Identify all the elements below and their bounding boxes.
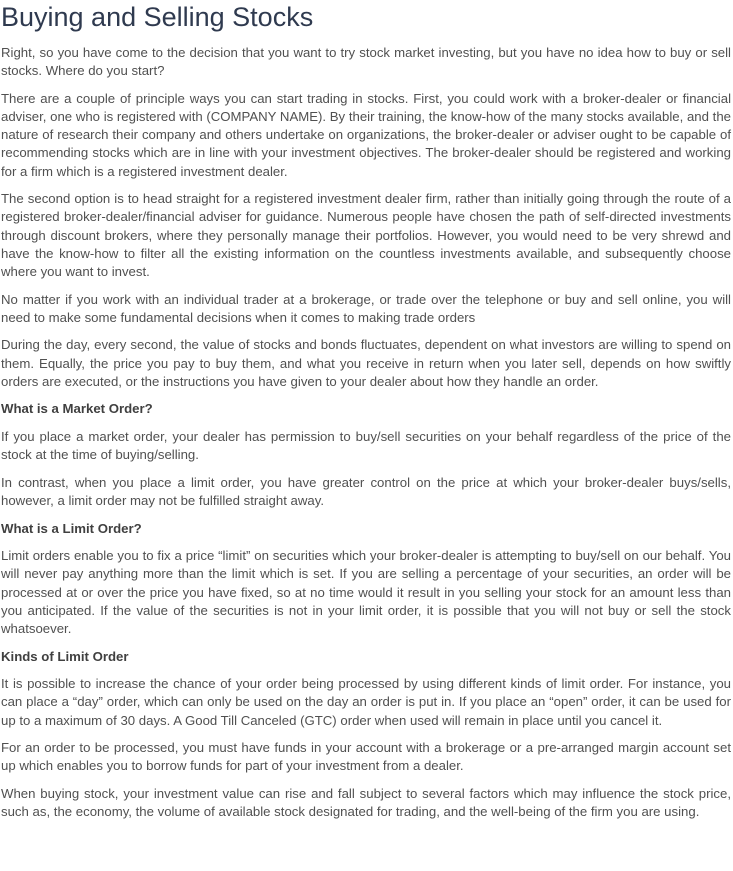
limit-order-heading: What is a Limit Order? — [1, 520, 142, 536]
funds-paragraph: For an order to be processed, you must have funds in your account with a brokerage or a pre-arranged margin account set up which enables you to borrow funds for part of your investment from a dealer. — [1, 740, 731, 774]
limit-contrast-paragraph: In contrast, when you place a limit order, you have greater control on the price at which your broker-dealer buys/sells, however, a limit order may not be fulfilled straight away. — [1, 474, 731, 508]
investment-value-paragraph: When buying stock, your investment value can rise and fall subject to several factors which may influence the stock price, such as, the economy, the volume of available stock designated for trading, and the well-being of the firm you are using. — [1, 785, 731, 820]
intro-paragraph: Right, so you have come to the decision that you want to try stock market investing, but you have no idea how to buy or sell stocks. Where do you start? — [1, 45, 731, 79]
limit-order-paragraph: Limit orders enable you to fix a price “limit” on securities which your broker-dealer is attempting to buy/sell on our behalf. You will never pay anything more than the limit which is set. If you are selling a percentage of your securities, an order will be processed at or over the price you have fixed, so at no time would it result in you selling your stock for an amount less than you anticipated. If the value of the securities is not in your limit order, it is possible that you will not buy or sell the stock whatsoever. — [1, 548, 731, 636]
article-title: Buying and Selling Stocks — [1, 2, 314, 32]
second-option-paragraph: The second option is to head straight for a registered investment dealer firm, rather than initially going through the route of a registered broker-dealer/financial adviser for guidance. Numerous people have chosen the path of self-directed investments through discount brokers, where they personally manage their portfolios. However, you would need to be very shrewd and have the know-how to filter all the existing information on the countless investments available, and subsequently choose where you want to invest. — [1, 191, 731, 280]
trading-methods-paragraph: There are a couple of principle ways you can start trading in stocks. First, you could work with a broker-dealer or financial adviser, one who is registered with (COMPANY NAME). By their training, the know-how of the many stocks available, and the nature of research their company and others undertake on organizations, the broker-dealer or adviser ought to be capable of recommending stocks which are in line with your investment objectives. The broker-dealer should be registered and working for a firm which is a registered investment dealer. — [1, 90, 731, 179]
limit-order-kinds-paragraph: It is possible to increase the chance of your order being processed by using different kinds of limit order. For instance, you can place a “day” order, which can only be used on the day an order is put in. If you place an “open” order, it can be used for up to a maximum of 30 days. A Good Till Canceled (GTC) order when used will remain in place until you cancel it. — [1, 676, 731, 728]
price-fluctuation-paragraph: During the day, every second, the value of stocks and bonds fluctuates, dependent on what investors are willing to spend on them. Equally, the price you pay to buy them, and what you receive in return when you later sell, depends on how swiftly orders are executed, or the instructions you have given to your dealer about how they handle an order. — [1, 337, 731, 389]
trade-orders-paragraph: No matter if you work with an individual trader at a brokerage, or trade over the telephone or buy and sell online, you will need to make some fundamental decisions when it comes to making trade orders — [1, 291, 731, 325]
market-order-heading: What is a Market Order? — [1, 401, 153, 417]
kinds-of-limit-order-heading: Kinds of Limit Order — [1, 648, 129, 664]
market-order-paragraph: If you place a market order, your dealer has permission to buy/sell securities on your behalf regardless of the price of the stock at the time of buying/selling. — [1, 429, 731, 463]
